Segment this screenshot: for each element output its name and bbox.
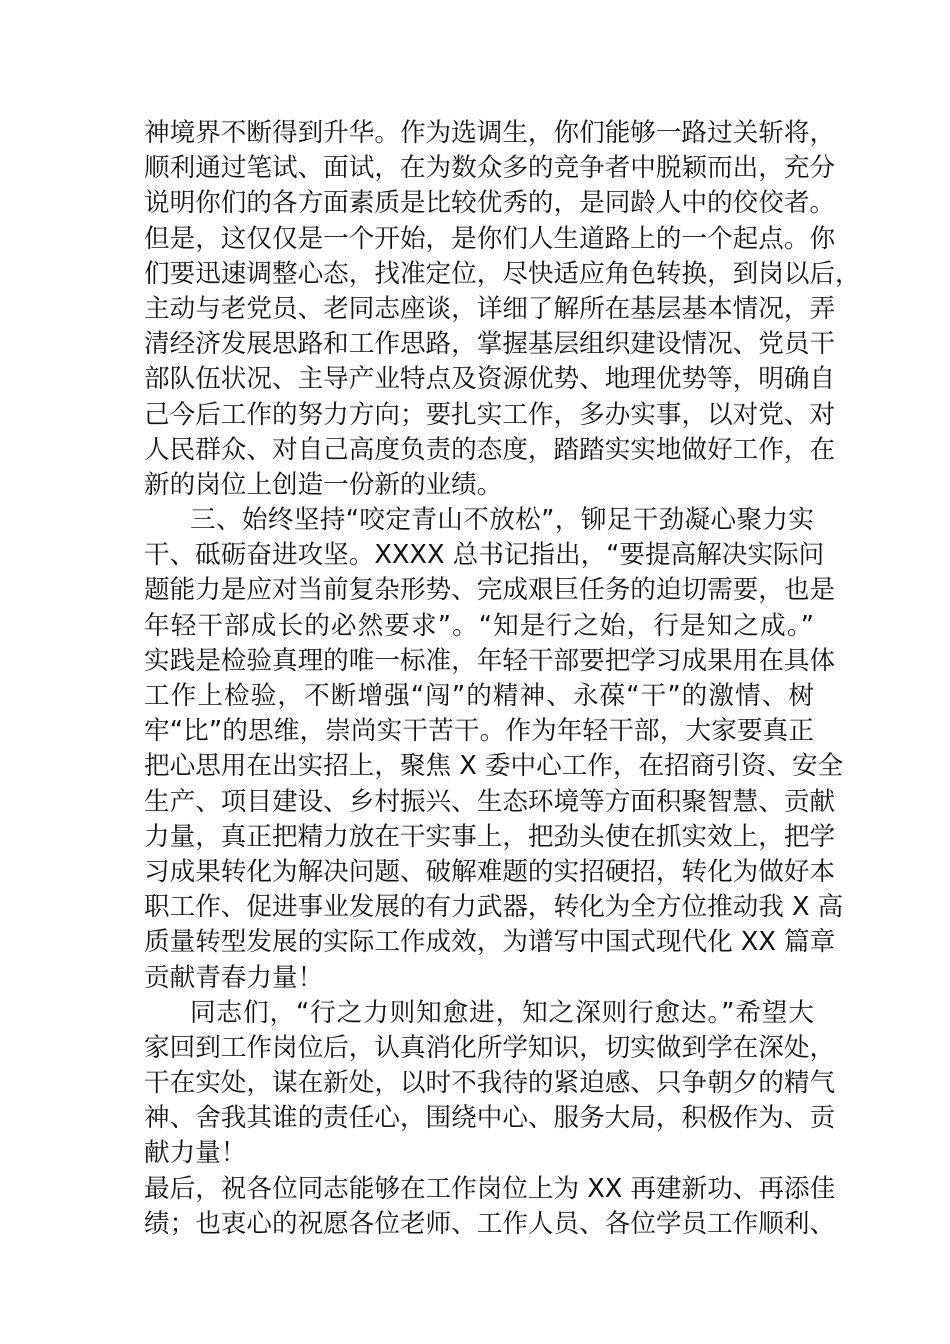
text-line: 质量转型发展的实际工作成效，为谱写中国式现代化 XX 篇章 — [144, 927, 836, 958]
text-line: 习成果转化为解决问题、破解难题的实招硬招，转化为做好本 — [144, 856, 836, 887]
text-line: 神境界不断得到升华。作为选调生，你们能够一路过关斩将， — [144, 118, 836, 148]
text-line: 说明你们的各方面素质是比较优秀的，是同龄人中的佼佼者。 — [144, 188, 836, 219]
text-line: 干、砥砺奋进攻坚。XXXX 总书记指出，“要提高解决实际问 — [144, 540, 825, 571]
text-line: 绩；也衷心的祝愿各位老师、工作人员、各位学员工作顺利、 — [144, 1208, 836, 1239]
text-line: 部队伍状况、主导产业特点及资源优势、地理优势等，明确自 — [144, 364, 836, 395]
text-line: 把心思用在出实招上，聚焦 X 委中心工作，在招商引资、安全 — [144, 751, 844, 782]
document-body — [144, 116, 861, 1242]
text-line: 实践是检验真理的唯一标准，年轻干部要把学习成果用在具体 — [144, 645, 836, 676]
text-line: 主动与老党员、老同志座谈，详细了解所在基层基本情况，弄 — [144, 293, 836, 324]
text-line: 但是，这仅仅是一个开始，是你们人生道路上的一个起点。你 — [144, 223, 836, 254]
text-line: 顺利通过笔试、面试，在为数众多的竞争者中脱颖而出，充分 — [144, 153, 836, 184]
text-line: 题能力是应对当前复杂形势、完成艰巨任务的迫切需要，也是 — [144, 575, 836, 606]
paragraph-2 — [144, 503, 844, 996]
text-line: 力量，真正把精力放在干实事上，把劲头使在抓实效上，把学 — [144, 821, 836, 852]
text-line: 家回到工作岗位后，认真消化所学知识，切实做到学在深处， — [144, 1032, 836, 1063]
paragraph-3 — [144, 996, 836, 1172]
text-line: 清经济发展思路和工作思路，掌握基层组织建设情况、党员干 — [144, 329, 836, 360]
text-line: 同志们，“行之力则知愈进，知之深则行愈达。”希望大 — [190, 997, 814, 1028]
text-line: 们要迅速调整心态，找准定位，尽快适应角色转换，到岗以后， — [144, 258, 861, 289]
paragraph-4 — [144, 1172, 836, 1242]
text-line: 新的岗位上创造一份新的业绩。 — [144, 469, 503, 500]
text-line: 干在实处，谋在新处，以时不我待的紧迫感、只争朝夕的精气 — [144, 1068, 836, 1099]
text-line: 职工作、促进事业发展的有力武器，转化为全方位推动我 X 高 — [144, 892, 844, 923]
text-line: 工作上检验，不断增强“闯”的精神、永葆“干”的激情、树 — [144, 681, 814, 711]
text-line: 神、舍我其谁的责任心，围绕中心、服务大局，积极作为、贡 — [144, 1103, 836, 1134]
text-line: 己今后工作的努力方向；要扎实工作，多办实事，以对党、对 — [144, 399, 836, 430]
text-line: 牢“比”的思维，崇尚实干苦干。作为年轻干部，大家要真正 — [144, 716, 814, 747]
text-line: 献力量！ — [144, 1138, 247, 1169]
text-line: 最后，祝各位同志能够在工作岗位上为 XX 再建新功、再添佳 — [144, 1173, 836, 1204]
text-line: 人民群众、对自己高度负责的态度，踏踏实实地做好工作，在 — [144, 434, 836, 465]
text-line: 年轻干部成长的必然要求”。“知是行之始，行是知之成。” — [144, 610, 814, 641]
paragraph-1 — [144, 116, 861, 503]
text-line: 生产、项目建设、乡村振兴、生态环境等方面积聚智慧、贡献 — [144, 786, 836, 817]
text-line: 贡献青春力量！ — [144, 962, 324, 993]
text-line: 三、始终坚持“咬定青山不放松”，铆足干劲凝心聚力实 — [190, 505, 814, 536]
